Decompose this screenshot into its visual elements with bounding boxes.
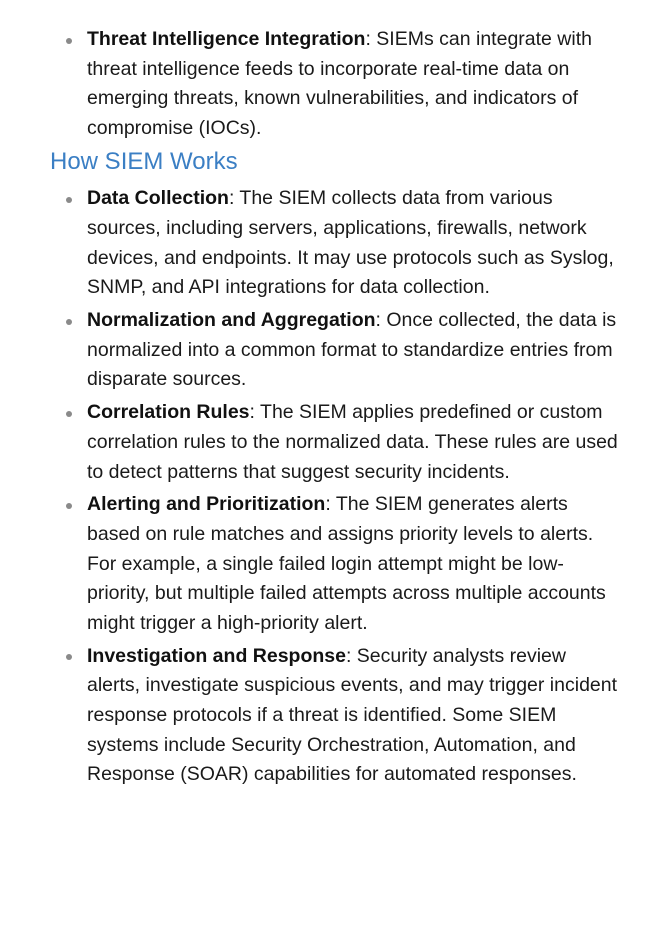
list-item [50,306,620,395]
list-item-term: Data Collection [87,187,229,210]
list-item-term: Threat Intelligence Integration [87,28,366,50]
list-item [50,642,620,790]
list-item [50,490,620,638]
list-item [50,184,620,302]
list-item-text: : Once collected, the data is normalized into a common format to standardize entries from disparate sources. [87,309,617,391]
list-item-term: Investigation and Response [87,644,346,667]
steps-list [50,184,620,789]
list-item-text: : The SIEM collects data from various sources, including servers, applications, firewalls, network devices, and endpoints. It may use protocols such as Syslog, SNMP, and API integrations for data collection. [87,187,614,299]
list-item [50,398,620,487]
list-item [50,25,620,143]
list-item-text: : Security analysts review alerts, investigate suspicious events, and may trigger incident response protocols if a threat is identified. Some SIEM systems include Security Orchestration, Automation, and Response (SOAR) capabilities for automated responses. [87,644,618,786]
list-item-term: Correlation Rules [87,401,250,424]
list-item-text: : The SIEM applies predefined or custom correlation rules to the normalized data. These rules are used to detect patterns that suggest security incidents. [87,401,618,483]
section-heading: How SIEM Works [50,148,238,176]
feature-list [50,25,620,143]
list-item-text: : SIEMs can integrate with threat intelligence feeds to incorporate real-time data on emerging threats, known vulnerabilities, and indicators of compromise (IOCs). [87,28,592,139]
list-item-term: Normalization and Aggregation [87,309,376,332]
article-content [50,25,620,793]
list-item-text: : The SIEM generates alerts based on rule matches and assigns priority levels to alerts. For example, a single failed login attempt might be low-priority, but multiple failed attempts across multiple accounts might trigger a high-priority alert. [87,493,606,634]
list-item-term: Alerting and Prioritization [87,493,326,516]
